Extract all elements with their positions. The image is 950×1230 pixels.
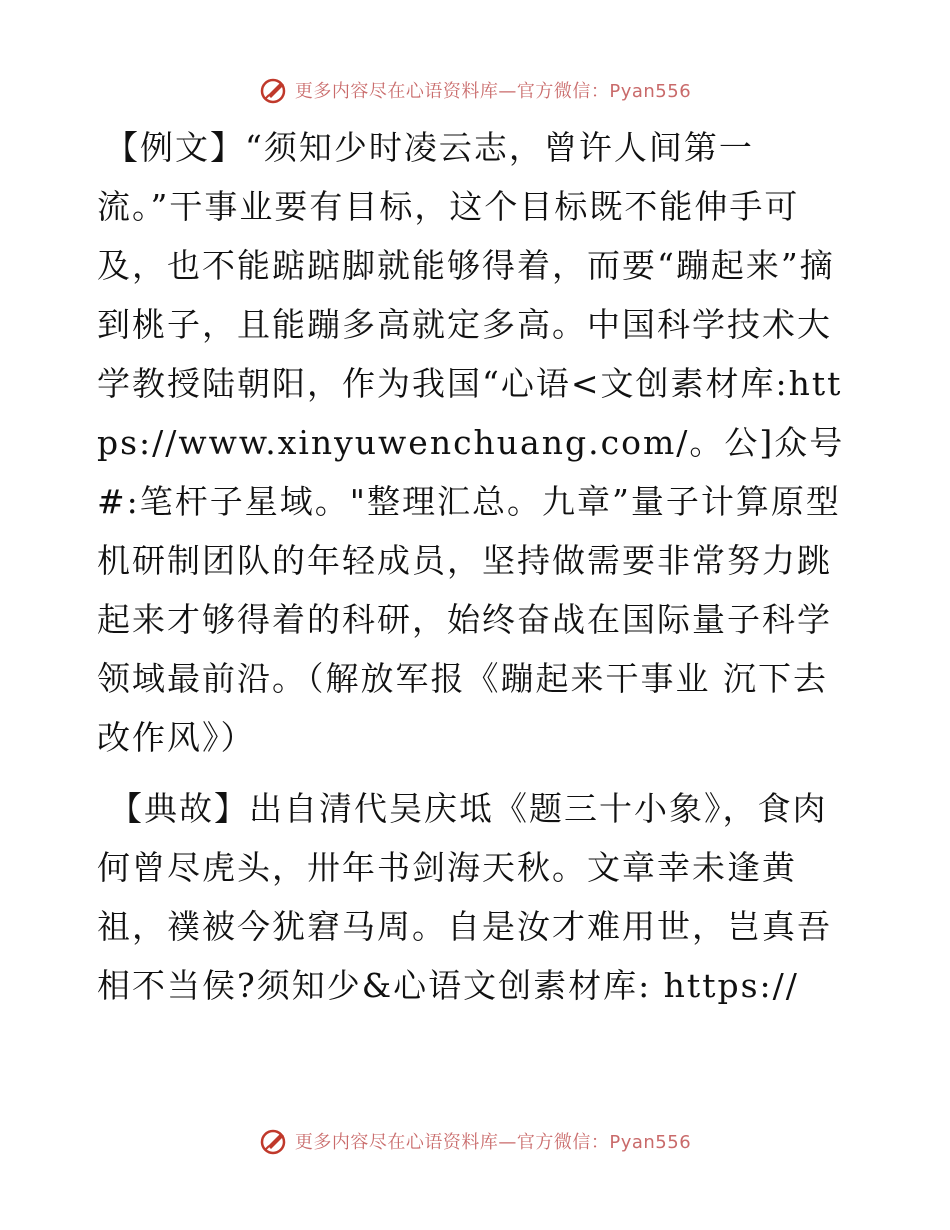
pen-swirl-logo-icon [259, 1126, 289, 1156]
header-watermark-text: 更多内容尽在心语资料库—官方微信：Pyan556 [294, 81, 692, 102]
footer-watermark-text: 更多内容尽在心语资料库—官方微信：Pyan556 [294, 1132, 692, 1153]
allusion-paragraph: 【典故】出自清代吴庆坻《题三十小象》，食肉何曾尽虎头，卅年书剑海天秋。文章幸未逢黄祖，襆被今犹窘马周。自是汝才难用世，岂真吾相不当侯?须知少&心语文创素材库: https:// [97, 789, 832, 1005]
example-paragraph: 【例文】“须知少时凌云志，曾许人间第一流。”干事业要有目标，这个目标既不能伸手可及，也不能踮踮脚就能够得着，而要“蹦起来”摘到桃子，且能蹦多高就定多高。中国科学技术大学教授陆朝阳，作为我国“心语<文创素材库:https://www.xinyuwenchuang.com/。公]众号#:笔杆子星域。"整理汇总。九章”量子计算原型机研制团队的年轻成员，坚持做需要非常努力跳起来才够得着的科研，始终奋战在国际量子科学领域最前沿。（解放军报《蹦起来干事业 沉下去改作风》） [97, 128, 845, 757]
header-watermark [0, 70, 950, 110]
pen-swirl-logo-icon [259, 75, 289, 105]
footer-watermark [0, 1121, 950, 1161]
document-body [97, 118, 857, 1015]
